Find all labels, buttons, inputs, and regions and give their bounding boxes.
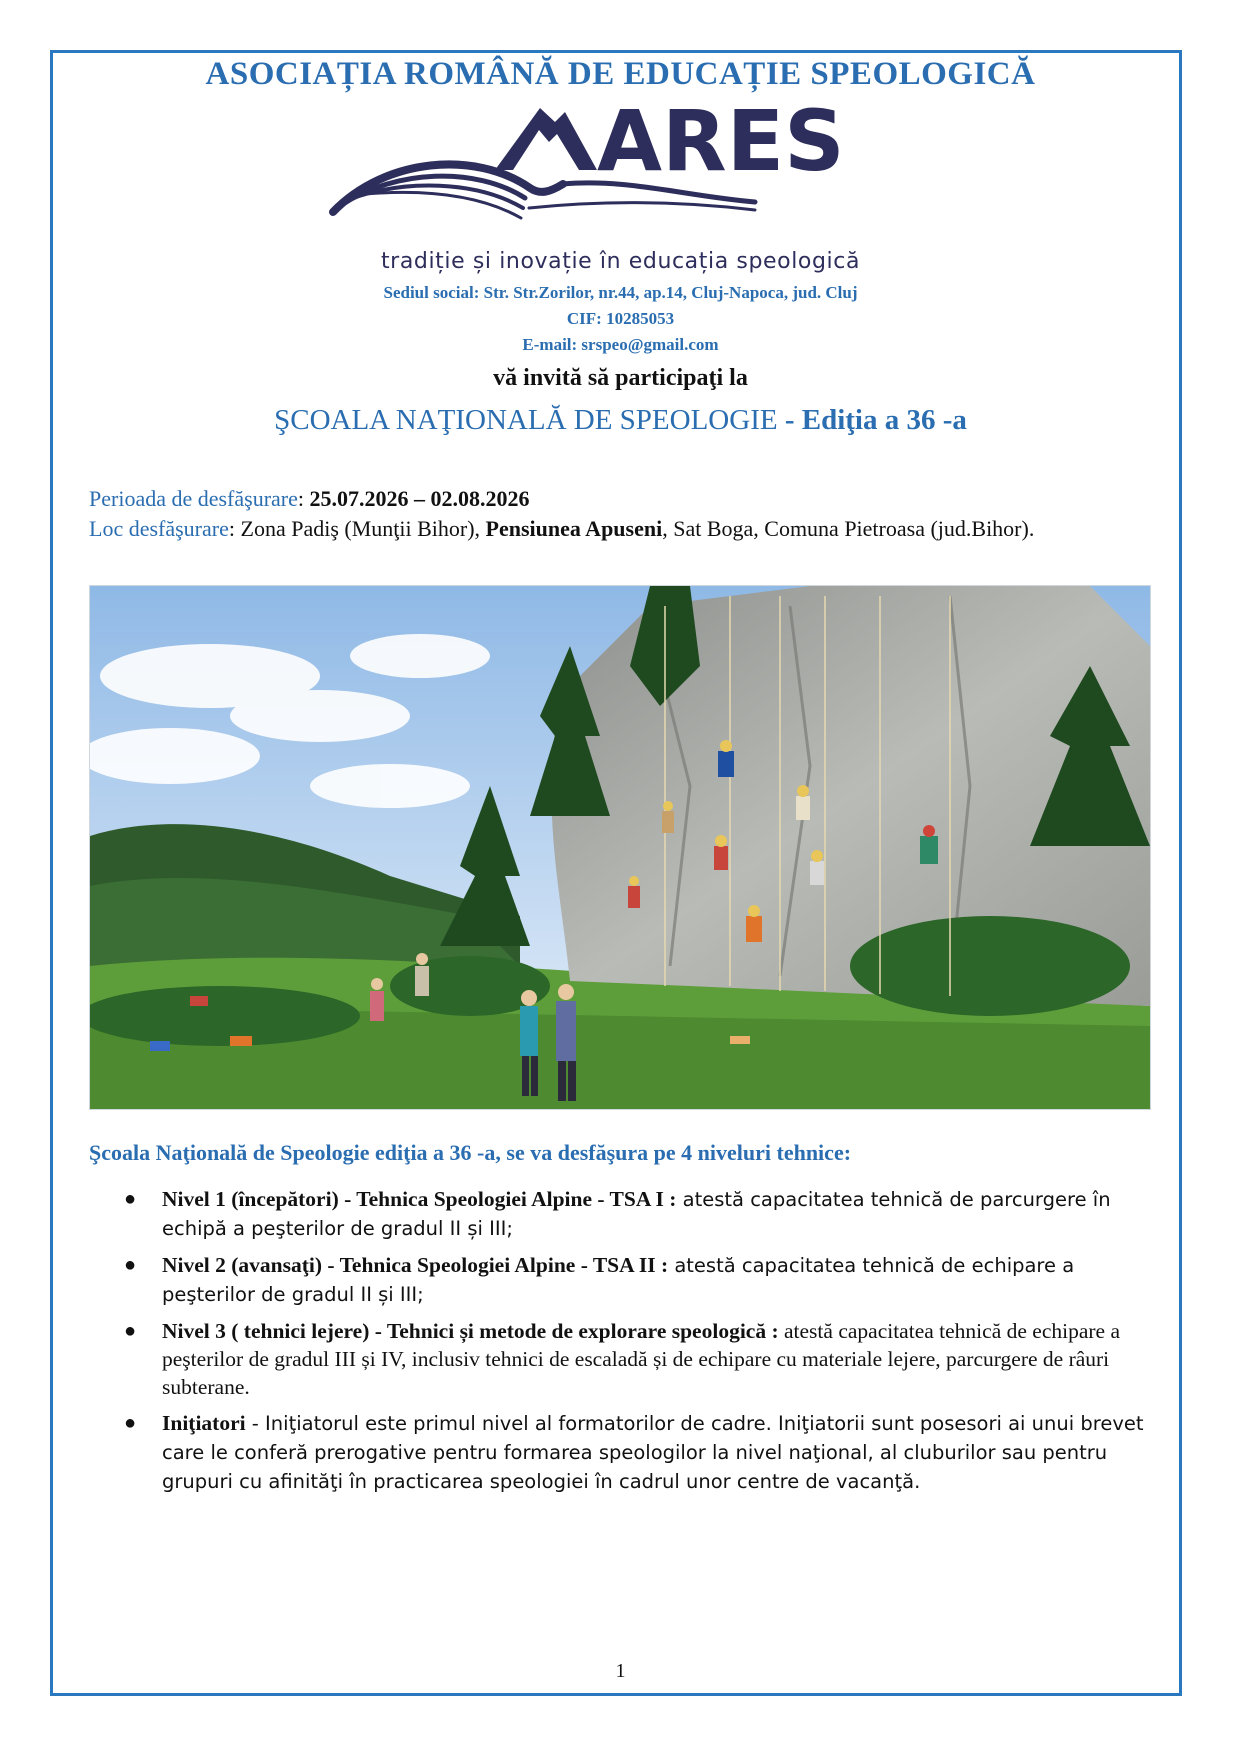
period-label: Perioada de desfăşurare [89,486,298,511]
climbing-photo [89,585,1151,1110]
location-venue: Pensiunea Apuseni [485,516,663,541]
organization-title: ASOCIAȚIA ROMÂNĂ DE EDUCAȚIE SPEOLOGICĂ [205,56,1036,92]
cif-line: CIF: 10285053 [566,309,675,328]
levels-intro: Şcoala Naţională de Speologie ediţia a 36 -a, se va desfăşura pe 4 niveluri tehnice: [89,1140,852,1165]
page-number: 1 [615,1660,626,1682]
school-title-edition: - Ediţia a 36 -a [777,404,967,436]
location-label: Loc desfăşurare [89,516,229,541]
level-title: Nivel 3 ( tehnici lejere) - Tehnici și metode de explorare speologică : [162,1319,779,1343]
climbing-scene-illustration [90,586,1150,1109]
level-item-2 [118,1251,1158,1309]
bullet-icon: ● [124,1320,137,1342]
level-description: - Iniţiatorul este primul nivel al formatorilor de cadre. Iniţiatorii sunt posesori ai unui brevet care le conferă prerogative pentru formarea speologilor la nivel naţional, al cluburilor sau pentru grupuri cu afinităţi în practicarea speologiei în cadrul unor centre de vacanţă. [162,1412,1144,1493]
bullet-icon: ● [124,1188,137,1210]
level-title: Nivel 2 (avansaţi) - Tehnica Speologiei Alpine - TSA II : [162,1253,669,1277]
invitation-line: vă invită să participaţi la [493,365,748,391]
school-title [0,404,1241,437]
bullet-icon: ● [124,1412,137,1434]
logo-tagline: tradiție și inovație în educația speologică [380,249,861,274]
level-item-1 [118,1185,1158,1243]
period-line: Perioada de desfăşurare: 25.07.2026 – 02.08.2026 [89,486,530,511]
level-item-3 [118,1317,1158,1401]
location-line: Loc desfăşurare: Zona Padiş (Munţii Bihor), Pensiunea Apuseni, Sat Boga, Comuna Pietroasa (jud.Bihor). [89,516,1035,541]
logo-text: ARES [597,100,845,190]
ares-logo-graphic [325,100,915,250]
level-item-4 [118,1409,1158,1496]
level-description: atestă capacitatea tehnică de echipare a peşterilor de gradul II și III; [162,1254,1075,1306]
level-title: Iniţiatori [162,1411,246,1435]
level-title: Nivel 1 (începători) - Tehnica Speologiei Alpine - TSA I : [162,1187,677,1211]
bullet-icon: ● [124,1254,137,1276]
email-line[interactable]: E-mail: srspeo@gmail.com [522,335,719,354]
period-value: 25.07.2026 – 02.08.2026 [309,486,530,511]
level-description: atestă capacitatea tehnică de echipare a peşterilor de gradul III și IV, inclusiv tehnici de escaladă și de echipare cu materiale lejere, parcurgere de râuri subterane. [162,1319,1121,1399]
levels-list [118,1185,1158,1504]
level-description: atestă capacitatea tehnică de parcurgere în echipă a peşterilor de gradul II și III; [162,1188,1111,1240]
address-line: Sediul social: Str. Str.Zorilor, nr.44, ap.14, Cluj-Napoca, jud. Cluj [383,283,858,302]
location-text-2: , Sat Boga, Comuna Pietroasa (jud.Bihor). [662,516,1035,541]
ares-logo [325,100,915,250]
location-text-1: Zona Padiş (Munţii Bihor), [240,516,486,541]
school-title-main: ŞCOALA NAŢIONALĂ DE SPEOLOGIE [274,404,778,436]
